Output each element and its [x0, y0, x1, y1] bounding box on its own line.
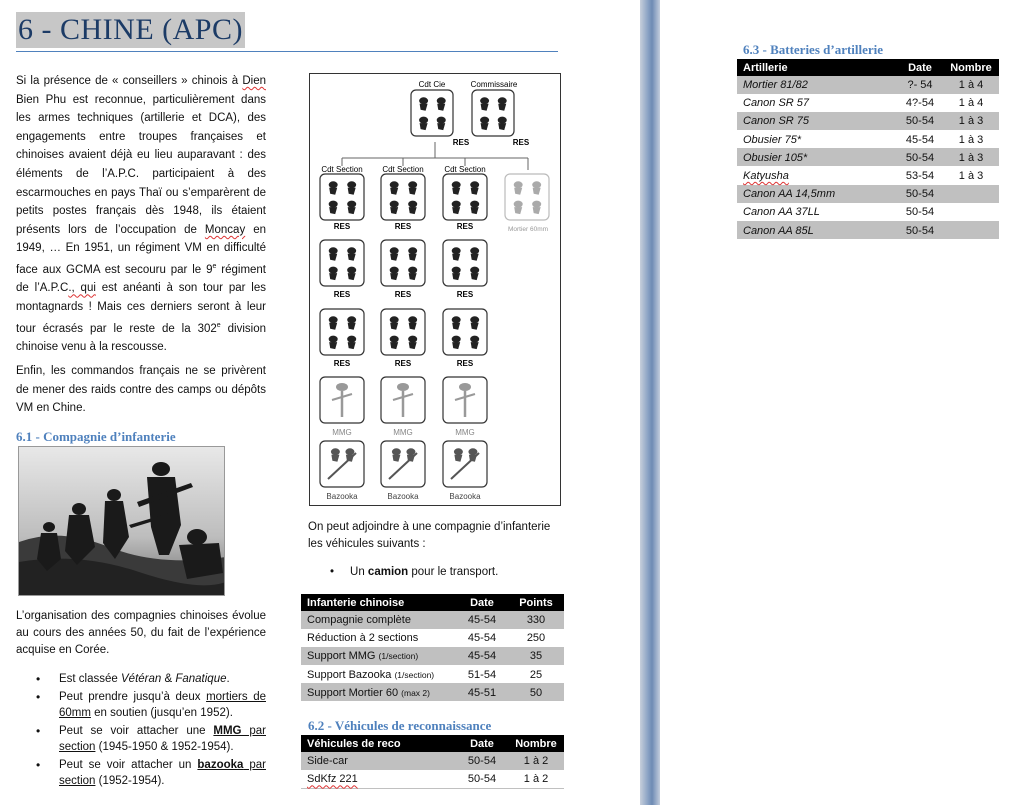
infantry-photo — [18, 446, 225, 596]
artillery-col-nombre: Nombre — [943, 59, 999, 76]
org-unit-counter — [381, 441, 425, 487]
org-bazooka-label: Bazooka — [449, 492, 481, 501]
reco-col-date: Date — [456, 735, 508, 752]
org-res-label: RES — [333, 290, 351, 299]
org-cdt-section-label: Cdt Section — [382, 165, 424, 174]
vehicles-note: On peut adjoindre à une compagnie d’infanterie les véhicules suivants : — [308, 521, 551, 550]
org-res-label: RES — [512, 138, 530, 147]
org-unit-counter — [381, 174, 425, 220]
unit-cdt-cie — [411, 90, 453, 136]
infantry-col-points: Points — [508, 594, 564, 611]
org-res-label: RES — [452, 138, 470, 147]
document-page-right — [660, 0, 1014, 805]
org-res-label: RES — [333, 222, 351, 231]
org-unit-counter — [320, 309, 364, 355]
intro-paragraph: Si la présence de « conseillers » chinois à Dien Bien Phu est reconnue, particulièrement dans les armes techniques (artillerie et DCA), des engagements entre troupes françaises et chinoises avaient déjà eu lieu auparavant : des éléments de l’A.P.C. participaient à des escarmouches en pays Thaï ou s’emparèrent de petits postes français dès 1948, ils étaient présents lors de l’occupation de Moncay en 1949, … En 1951, un régiment VM en difficulté face aux GCMA est secouru par le 9e régiment de l’A.P.C., qui est anéanti à son tour par les montagnards ! Mais ces derniers seront à leur tour écrasés par le reste de la 302e division chinoise venu à la rescousse. — [16, 75, 267, 353]
infantry-col-date: Date — [456, 594, 508, 611]
org-unit-counter — [320, 377, 364, 423]
org-unit-counter — [320, 240, 364, 286]
org-res-label: RES — [456, 222, 474, 231]
org-bazooka-label: Bazooka — [326, 492, 358, 501]
rule-bazooka: • Peut se voir attacher un bazooka par section (1952-1954). — [36, 757, 266, 790]
company-rules-list — [36, 671, 266, 791]
section-6-1-heading: 6.1 - Compagnie d’infanterie — [16, 429, 176, 444]
org-unit-counter — [381, 309, 425, 355]
table-row: Compagnie complète 45-54 330 — [301, 611, 564, 629]
org-res-label: RES — [456, 290, 474, 299]
org-res-label: RES — [333, 359, 351, 368]
org-unit-counter — [381, 240, 425, 286]
rule-mortars: • Peut prendre jusqu’à deux mortiers de 60mm en soutien (jusqu’en 1952). — [36, 689, 266, 722]
org-res-label: RES — [456, 359, 474, 368]
org-commissaire-label: Commissaire — [470, 80, 518, 89]
table-row: SdKfz 221 50-54 1 à 2 — [301, 770, 564, 788]
unit-commissaire — [472, 90, 514, 136]
infantry-col-name: Infanterie chinoise — [301, 594, 456, 611]
org-mortier-counter — [505, 174, 549, 220]
org-mortier-label: Mortier 60mm — [507, 226, 549, 233]
reco-col-nombre: Nombre — [508, 735, 564, 752]
table-row: Canon SR 57 4?-54 1 à 4 — [737, 94, 999, 112]
artillery-col-date: Date — [897, 59, 943, 76]
table-row: Side-car 50-54 1 à 2 — [301, 752, 564, 770]
org-unit-counter — [320, 174, 364, 220]
org-res-label: RES — [394, 290, 412, 299]
org-cdt-section-label: Cdt Section — [321, 165, 363, 174]
table-row: Support MMG (1/section) 45-54 35 — [301, 647, 564, 665]
reco-col-name: Véhicules de reco — [301, 735, 456, 752]
org-unit-counter — [443, 174, 487, 220]
org-unit-counter — [443, 240, 487, 286]
org-cdt-section-label: Cdt Section — [444, 165, 486, 174]
section-6-3-heading: 6.3 - Batteries d’artillerie — [743, 42, 884, 57]
org-unit-counter — [443, 309, 487, 355]
rule-mmg: • Peut se voir attacher une MMG par section (1945-1950 & 1952-1954). — [36, 723, 266, 756]
title-rule — [16, 51, 558, 52]
artillery-col-name: Artillerie — [737, 59, 897, 76]
reco-vehicles-table — [301, 735, 564, 789]
org-unit-counter — [443, 441, 487, 487]
section-6-2-heading: 6.2 - Véhicules de reconnaissance — [308, 718, 492, 733]
artillery-table — [737, 59, 999, 240]
table-row: Réduction à 2 sections 45-54 250 — [301, 629, 564, 647]
org-mmg-label: MMG — [455, 428, 475, 437]
org-unit-counter — [443, 377, 487, 423]
table-row: Support Mortier 60 (max 2) 45-51 50 — [301, 684, 564, 702]
table-row: Canon SR 75 50-54 1 à 3 — [737, 112, 999, 130]
table-row: Canon AA 37LL 50-54 — [737, 203, 999, 221]
table-row: Support Bazooka (1/section) 51-54 25 — [301, 666, 564, 684]
org-unit-counter — [381, 377, 425, 423]
org-unit-counter — [320, 441, 364, 487]
org-bazooka-label: Bazooka — [387, 492, 419, 501]
table-row: Canon AA 14,5mm 50-54 — [737, 185, 999, 203]
org-mmg-label: MMG — [393, 428, 413, 437]
rule-veteran: • Est classée Vétéran & Fanatique. — [36, 671, 266, 688]
table-row: Mortier 81/82 ?- 54 1 à 4 — [737, 76, 999, 94]
infantry-table — [301, 594, 564, 702]
table-row: Obusier 75* 45-54 1 à 3 — [737, 131, 999, 149]
org-res-label: RES — [394, 222, 412, 231]
page-divider — [640, 0, 660, 805]
org-mmg-label: MMG — [332, 428, 352, 437]
organisation-paragraph: L’organisation des compagnies chinoises évolue au cours des années 50, du fait de l’expérience acquise en Corée. — [16, 610, 266, 656]
org-cdt-cie-label: Cdt Cie — [418, 80, 446, 89]
table-row: Canon AA 85L 50-54 — [737, 222, 999, 240]
raids-paragraph: Enfin, les commandos français ne se privèrent de mener des raids contre des camps ou dépôts VM en Chine. — [16, 365, 266, 415]
truck-bullet: • Un camion pour le transport. — [330, 566, 499, 578]
org-res-label: RES — [394, 359, 412, 368]
page-title: 6 - CHINE (APC) — [18, 13, 243, 46]
table-row: Katyusha 53-54 1 à 3 — [737, 167, 999, 185]
company-org-chart — [309, 73, 561, 506]
table-row: Obusier 105* 50-54 1 à 3 — [737, 149, 999, 167]
